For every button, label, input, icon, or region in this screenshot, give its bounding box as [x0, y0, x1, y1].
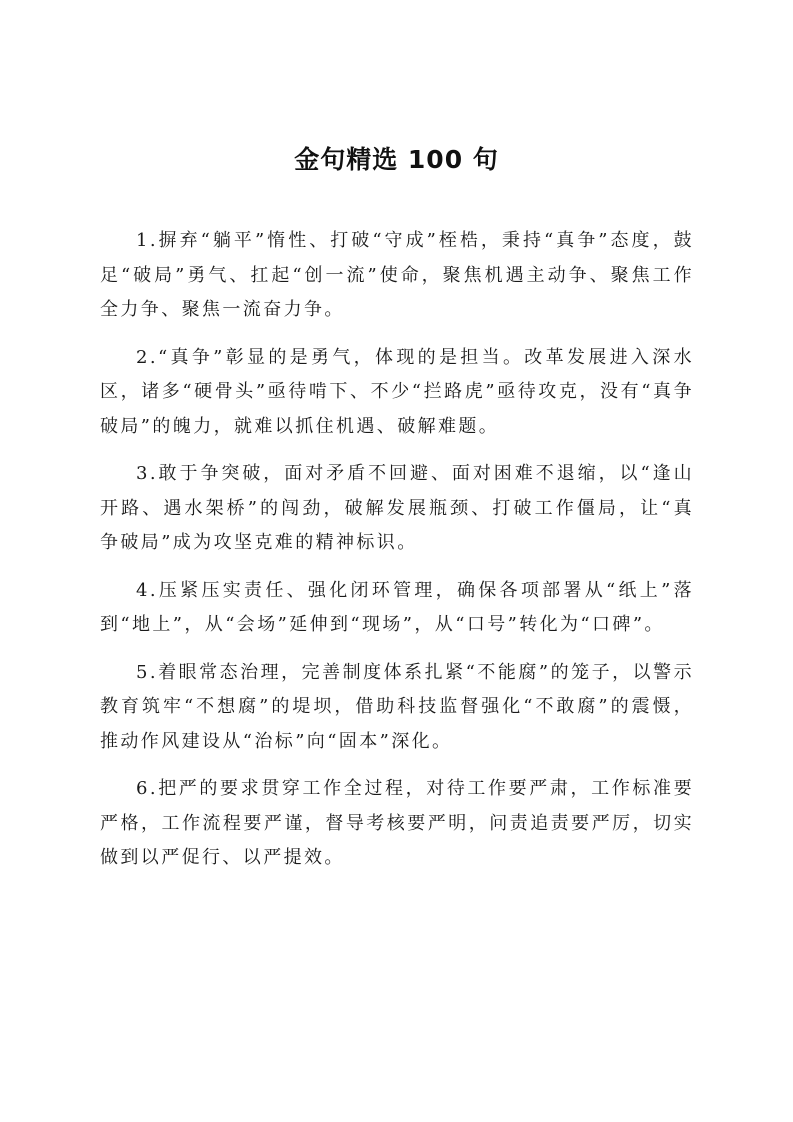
paragraph-5: 5.着眼常态治理，完善制度体系扎紧“不能腐”的笼子，以警示教育筑牢“不想腐”的堤坝，借助科技监督强化“不敢腐”的震慑，推动作风建设从“治标”向“固本”深化。 [100, 661, 694, 752]
paragraph-2: 2.“真争”彰显的是勇气，体现的是担当。改革发展进入深水区，诸多“硬骨头”亟待啃下、不少“拦路虎”亟待攻克，没有“真争破局”的魄力，就难以抓住机遇、破解难题。 [100, 346, 694, 437]
document-body [100, 224, 694, 889]
paragraph-6: 6.把严的要求贯穿工作全过程，对待工作要严肃，工作标准要严格，工作流程要严谨，督导考核要严明，问责追责要严厉，切实做到以严促行、以严提效。 [100, 778, 694, 868]
paragraph-3: 3.敢于争突破，面对矛盾不回避、面对困难不退缩，以“逢山开路、遇水架桥”的闯劲，破解发展瓶颈、打破工作僵局，让“真争破局”成为攻坚克难的精神标识。 [100, 463, 694, 553]
paragraph-1: 1.摒弃“躺平”惰性、打破“守成”桎梏，秉持“真争”态度，鼓足“破局”勇气、扛起“创一流”使命，聚焦机遇主动争、聚焦工作全力争、聚焦一流奋力争。 [100, 230, 694, 320]
document-title: 金句精选 100 句 [294, 145, 499, 174]
paragraph-4: 4.压紧压实责任、强化闭环管理，确保各项部署从“纸上”落到“地上”，从“会场”延伸到“现场”，从“口号”转化为“口碑”。 [100, 579, 694, 635]
